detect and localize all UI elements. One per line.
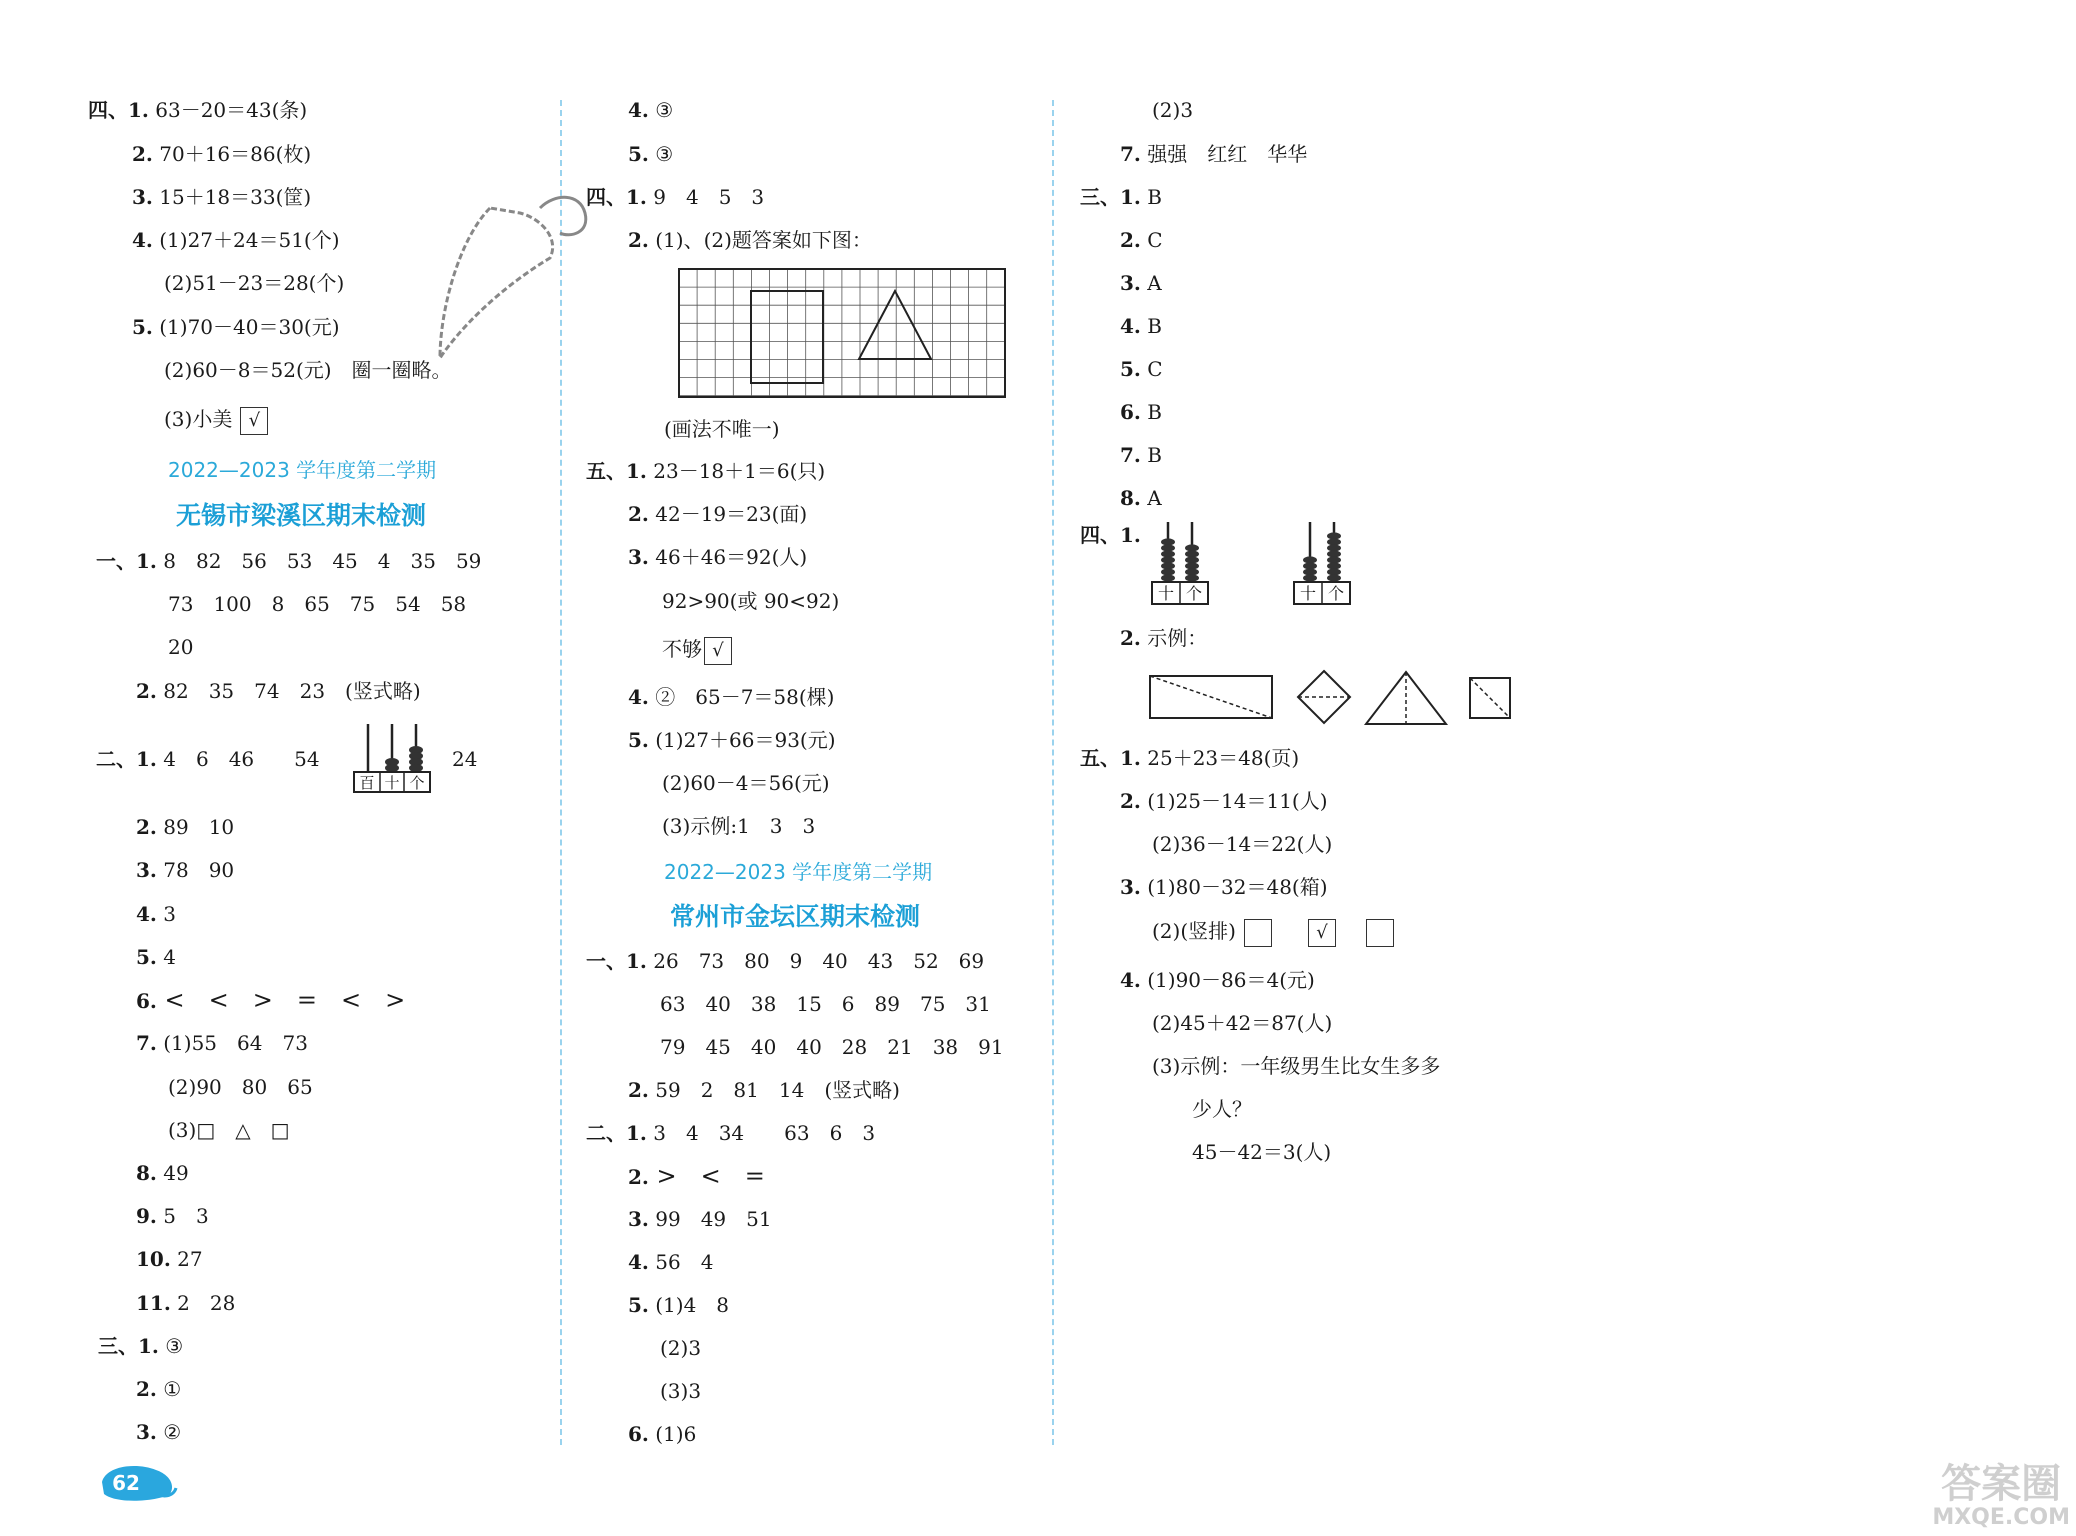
answer-line: 3. 99 49 51 (628, 1207, 772, 1231)
answer-line: 92>90(或 90<92) (662, 589, 840, 613)
answer-line: (3)示例:1 3 3 (662, 814, 816, 838)
abacus-label: 十 (1299, 584, 1317, 603)
answer-line: 三、1. ③ (98, 1334, 184, 1358)
answer-line: 二、1. 4 6 46 54 (96, 747, 320, 771)
answer-line: (2)3 (660, 1336, 702, 1360)
answer-line: 6. B (1120, 400, 1162, 424)
answer-line: 79 45 40 40 28 21 38 91 (660, 1035, 1004, 1059)
answer-line: 4. ② 65－7＝58(棵) (628, 685, 835, 709)
answer-line: 4. 56 4 (628, 1250, 714, 1274)
abacus-label: 十 (384, 774, 400, 792)
abacus-label: 十 (1157, 584, 1175, 603)
figure-note: (画法不唯一) (664, 417, 780, 441)
answer-line: 5. (1)4 8 (628, 1293, 730, 1317)
answer-line: 5. C (1120, 357, 1163, 381)
answer-line: 2. 89 10 (136, 815, 235, 839)
answer-line: (2)60－8＝52(元) 圈一圈略。 (164, 358, 452, 382)
answer-line: (2)51－23＝28(个) (164, 271, 345, 295)
answer-line: 4. 3 (136, 902, 176, 926)
check-box (1366, 919, 1394, 947)
answer-line: 4. ③ (628, 98, 674, 122)
answer-line: 7. 强强 红红 华华 (1120, 142, 1308, 166)
section-year: 2022—2023 学年度第二学期 (168, 458, 437, 482)
abacus-diagram (1292, 520, 1352, 610)
answer-line: 四、1. 9 4 5 3 (586, 185, 765, 209)
shapes-example-figure (1148, 668, 1518, 730)
abacus-label: 个 (1327, 584, 1345, 603)
answer-line: 五、1. 25＋23＝48(页) (1080, 746, 1300, 770)
answer-line: 3. 46＋46＝92(人) (628, 545, 808, 569)
page-number: 62 (112, 1471, 140, 1495)
answer-line: 4. B (1120, 314, 1162, 338)
answer-line: 2. 42－19＝23(面) (628, 502, 808, 526)
answer-line: 8. A (1120, 486, 1162, 510)
abacus-label: 个 (1185, 584, 1203, 603)
answer-line: 2. 59 2 81 14 (竖式略) (628, 1078, 900, 1102)
answer-line: 2. (1)、(2)题答案如下图： (628, 228, 872, 252)
check-box: √ (240, 407, 268, 435)
answer-line: 3. 15＋18＝33(筐) (132, 185, 312, 209)
check-box (1244, 919, 1272, 947)
answer-line: 5. 4 (136, 945, 176, 969)
abacus-diagram (352, 722, 432, 794)
answer-line: 3. 78 90 (136, 858, 235, 882)
answer-line: 2. 70＋16＝86(枚) (132, 142, 312, 166)
abacus-value: 24 (452, 747, 478, 771)
answer-line: 5. (1)27＋66＝93(元) (628, 728, 836, 752)
answer-line: (3)示例：一年级男生比女生多多 (1152, 1054, 1441, 1078)
answer-line: (2)90 80 65 (168, 1075, 313, 1099)
answer-line: (2)(竖排) √ (1152, 918, 1402, 947)
column-divider-2 (1052, 100, 1054, 1445)
answer-line: 9. 5 3 (136, 1204, 209, 1228)
answer-line: (2)45＋42＝87(人) (1152, 1011, 1333, 1035)
answer-line: (2)60－4＝56(元) (662, 771, 830, 795)
answer-line: 5. ③ (628, 142, 674, 166)
answer-line: 不够 √ (662, 636, 740, 665)
answer-line: 63 40 38 15 6 89 75 31 (660, 992, 991, 1016)
section-title: 无锡市梁溪区期末检测 (176, 501, 427, 530)
answer-line: 8. 49 (136, 1161, 189, 1185)
answer-line: 4. (1)90－86＝4(元) (1120, 968, 1315, 992)
answer-line: 10. 27 (136, 1247, 203, 1271)
answer-line: 3. ② (136, 1420, 182, 1444)
check-box: √ (704, 637, 732, 665)
answer-line: 二、1. 3 4 34 63 6 3 (586, 1121, 876, 1145)
answer-line: 2. ① (136, 1377, 182, 1401)
answer-line: 2. > < = (628, 1162, 765, 1190)
carrot-sketch-icon (420, 178, 610, 398)
answer-line: 2. (1)25－14＝11(人) (1120, 789, 1328, 813)
abacus-label: 个 (409, 774, 425, 792)
check-box: √ (1308, 919, 1336, 947)
answer-line: 11. 2 28 (136, 1291, 236, 1315)
answer-line: 5. (1)70－40＝30(元) (132, 315, 340, 339)
section-year: 2022—2023 学年度第二学期 (664, 860, 933, 884)
answer-line: 2. C (1120, 228, 1163, 252)
answer-line: 45－42＝3(人) (1192, 1140, 1332, 1164)
answer-line: 五、1. 23－18＋1＝6(只) (586, 459, 826, 483)
answer-line: 6. (1)6 (628, 1422, 697, 1446)
answer-line: (2)36－14＝22(人) (1152, 832, 1333, 856)
answer-line: 20 (168, 635, 194, 659)
answer-line: (3)小美 √ (164, 406, 276, 435)
answer-line: (2)3 (1152, 98, 1194, 122)
answer-line: 7. B (1120, 443, 1162, 467)
answer-line: 7. (1)55 64 73 (136, 1031, 308, 1055)
answer-line: 4. (1)27＋24＝51(个) (132, 228, 340, 252)
answer-line: (3)3 (660, 1379, 702, 1403)
answer-line: 四、1. 63－20＝43(条) (88, 98, 308, 122)
page-number-badge (96, 1460, 180, 1504)
section-title: 常州市金坛区期末检测 (670, 902, 921, 931)
answer-line: 四、1. (1080, 523, 1141, 547)
answer-line: 2. 82 35 74 23 (竖式略) (136, 679, 421, 703)
watermark: 答案圈 MXQE.COM (1932, 1461, 2070, 1530)
answer-line: 一、1. 26 73 80 9 40 43 52 69 (586, 949, 985, 973)
answer-line: 3. A (1120, 271, 1162, 295)
abacus-label: 百 (359, 774, 375, 792)
answer-line: 2. 示例： (1120, 626, 1208, 650)
answer-line: 6. < < > = < > (136, 986, 406, 1014)
answer-line: 3. (1)80－32＝48(箱) (1120, 875, 1328, 899)
answer-line: 少人？ (1192, 1097, 1252, 1121)
answer-line: 73 100 8 65 75 54 58 (168, 592, 467, 616)
abacus-diagram (1150, 520, 1210, 610)
answer-line: (3)□ △ □ (168, 1118, 290, 1142)
answer-line: 一、1. 8 82 56 53 45 4 35 59 (96, 549, 482, 573)
grid-answer-figure (678, 268, 1006, 398)
answer-line: 三、1. B (1080, 185, 1162, 209)
